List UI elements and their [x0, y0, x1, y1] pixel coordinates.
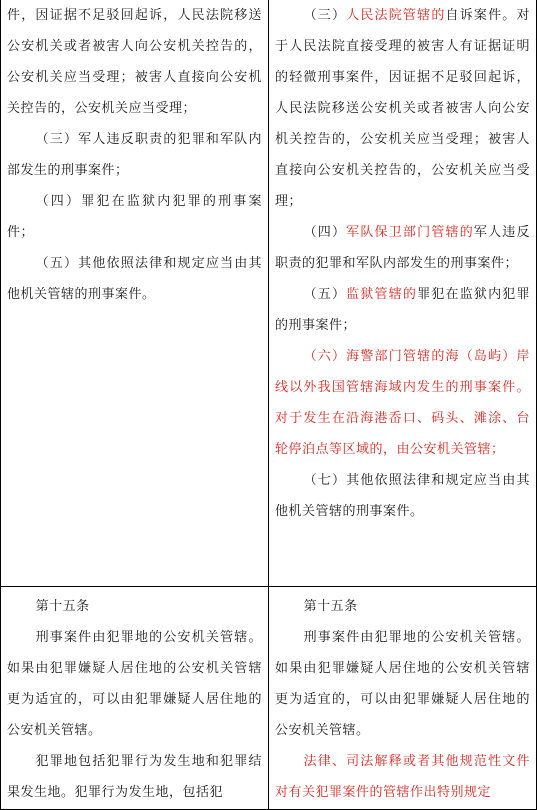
paragraph: （五）其他依照法律和规定应当由其他机关管辖的刑事案件。 — [7, 256, 262, 302]
paragraph: （四）罪犯在监狱内犯罪的刑事案件； — [7, 194, 262, 240]
paragraph-text: 军人违反职责的犯罪和军队内部发生的刑事案件； — [275, 225, 530, 271]
table-row — [1, 587, 537, 810]
paragraph — [275, 279, 530, 341]
highlighted-text: 军队保卫部门管辖的 — [346, 225, 474, 240]
table-row — [1, 0, 537, 587]
item-number: （五） — [303, 287, 347, 302]
right-cell-revised — [269, 0, 537, 587]
paragraph: （三）军人违反职责的犯罪和军队内部发生的刑事案件； — [7, 132, 262, 178]
item-number: （三） — [303, 8, 347, 23]
paragraph-text: 自诉案件。对于人民法院直接受理的被害人有证据证明的轻微刑事案件，因证据不足驳回起诉，人民法院移送公安机关或者被害人向公安机关控告的，公安机关应当受理；被害人直接向公安机关控告的，公安机关应当受理； — [275, 8, 530, 209]
item-number: （四） — [303, 225, 347, 240]
paragraph: 件，因证据不足驳回起诉，人民法院移送公安机关或者被害人向公安机关控告的，公安机关应当受理；被害人直接向公安机关控告的，公安机关应当受理； — [7, 8, 262, 116]
paragraph — [275, 217, 530, 279]
highlighted-paragraph: 法律、司法解释或者其他规范性文件对有关犯罪案件的管辖作出特别规定 — [275, 754, 530, 800]
highlighted-text: 监狱管辖的 — [346, 287, 418, 302]
paragraph — [275, 0, 530, 217]
paragraph: （七）其他依照法律和规定应当由其他机关管辖的刑事案件。 — [275, 473, 530, 519]
paragraph-text: 罪犯在监狱内犯罪的刑事案件； — [275, 287, 530, 333]
paragraph: 刑事案件由犯罪地的公安机关管辖。如果由犯罪嫌疑人居住地的公安机关管辖更为适宜的，可以由犯罪嫌疑人居住地的公安机关管辖。 — [275, 630, 530, 738]
paragraph: 刑事案件由犯罪地的公安机关管辖。如果由犯罪嫌疑人居住地的公安机关管辖更为适宜的，可以由犯罪嫌疑人居住地的公安机关管辖。 — [7, 630, 262, 738]
article-heading: 第十五条 — [303, 599, 358, 614]
left-cell-original — [1, 0, 269, 587]
highlighted-text: 人民法院管辖的 — [346, 8, 446, 23]
left-cell-original — [1, 587, 269, 810]
article-heading: 第十五条 — [35, 599, 90, 614]
paragraph: 犯罪地包括犯罪行为发生地和犯罪结果发生地。犯罪行为发生地，包括犯 — [7, 754, 262, 800]
highlighted-paragraph: （六）海警部门管辖的海（岛屿）岸线以外我国管辖海域内发生的刑事案件。对于发生在沿海港岙口、码头、滩涂、台轮停泊点等区域的，由公安机关管辖； — [275, 349, 530, 457]
right-cell-revised — [269, 587, 537, 810]
